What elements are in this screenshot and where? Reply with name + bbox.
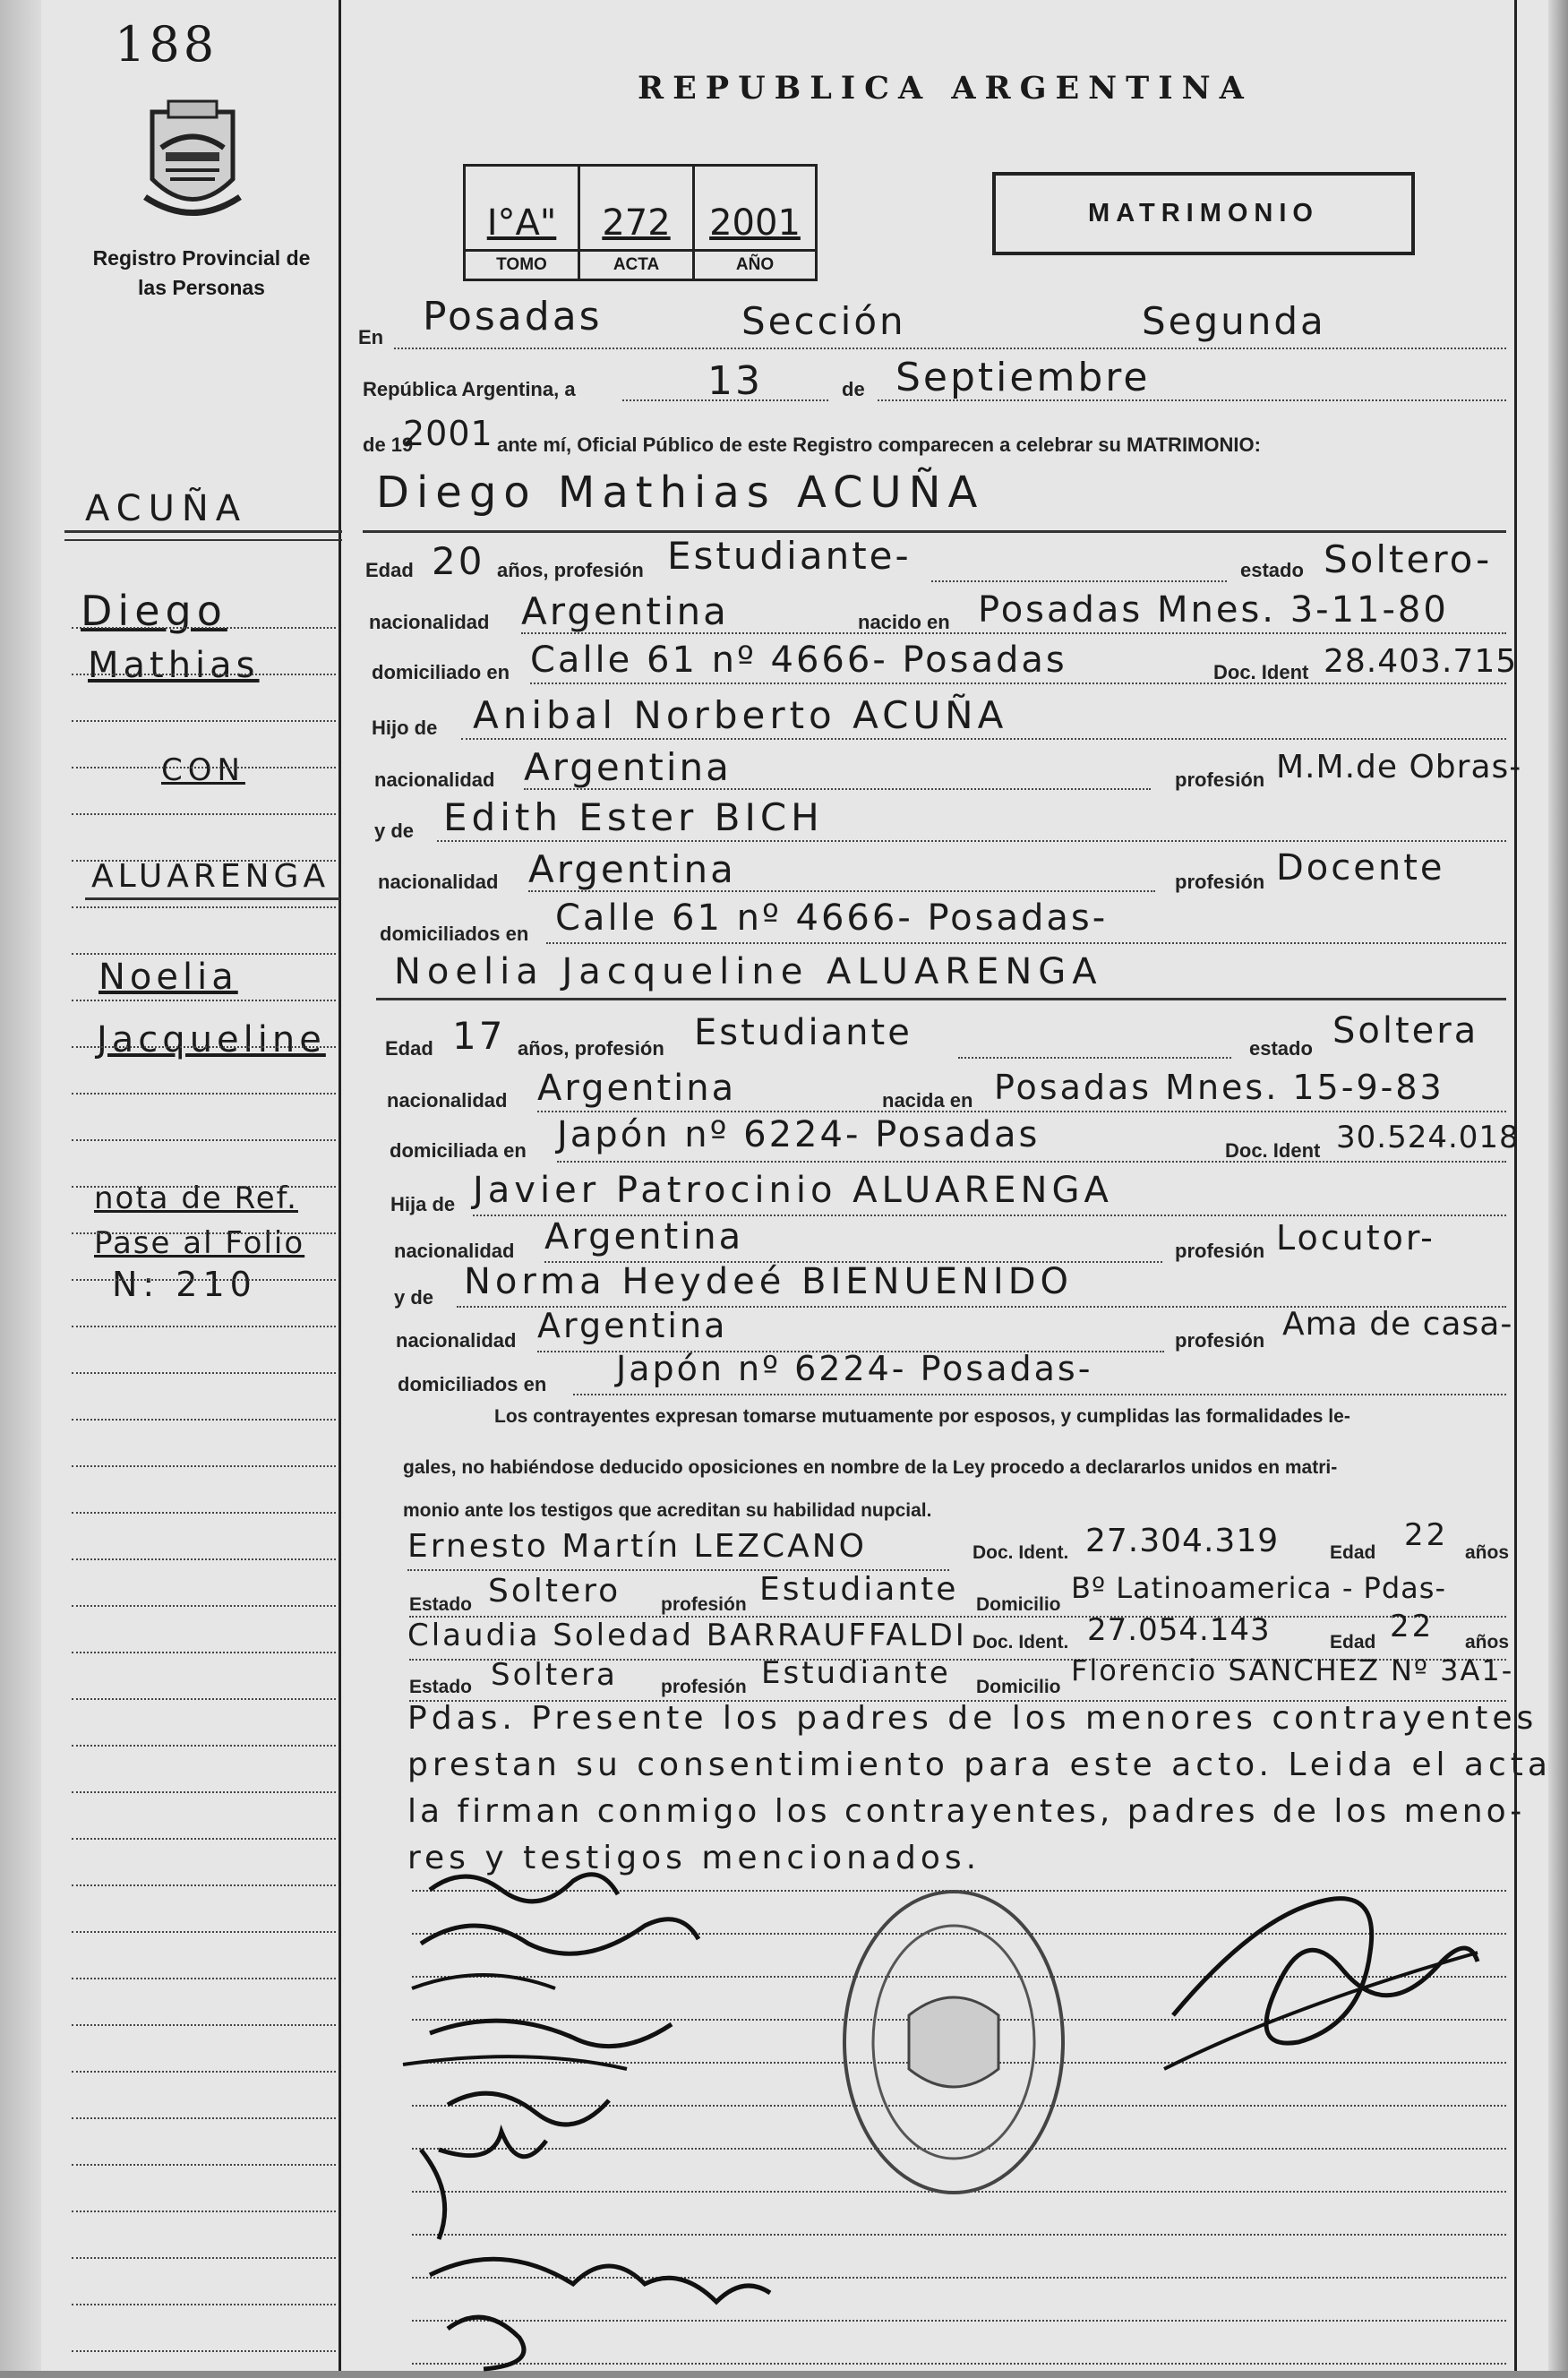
margin-ruled-line [72, 1372, 336, 1374]
margin-ruled-line [72, 1838, 336, 1840]
groom-mother-profession: Docente [1276, 847, 1445, 889]
bride-birthplace: Posadas Mnes. 15-9-83 [994, 1068, 1444, 1107]
right-rule [1514, 0, 1517, 2371]
margin-groom-given1: Diego [81, 587, 227, 635]
bride-father-profession: Locutor- [1276, 1218, 1435, 1258]
folio-number: 188 [115, 16, 218, 73]
label-nacida-en: nacida en [882, 1089, 973, 1112]
margin-ruled-line [72, 767, 336, 768]
ano-cell [695, 167, 815, 279]
margin-note-line1: nota de Ref. [94, 1180, 298, 1216]
margin-ruled-line [72, 1605, 336, 1607]
declaration-line3: monio ante los testigos que acreditan su habilidad nupcial. [403, 1500, 932, 1521]
bride-profession: Estudiante [694, 1012, 913, 1053]
ano-label: AÑO [695, 249, 815, 279]
witness2-age: 22 [1390, 1609, 1435, 1644]
notes-line4: res y testigos mencionados. [407, 1840, 981, 1876]
section-value: Segunda [1142, 299, 1326, 343]
field-line [461, 738, 1506, 740]
declaration-line2: gales, no habiéndose deducido oposiciones en nombre de la Ley procedo a declararlos unidos en matri- [403, 1457, 1338, 1478]
witness2-address: Florencio SANCHEZ Nº 3A1- [1071, 1653, 1514, 1687]
city-value: Posadas [423, 294, 603, 339]
label-domiciliados-en: domiciliados en [398, 1373, 547, 1395]
witness1-doc: 27.304.319 [1085, 1523, 1280, 1559]
label-profesion: profesión [661, 1594, 747, 1615]
bride-father-nationality: Argentina [544, 1216, 744, 1258]
tomo-cell [466, 167, 580, 279]
label-nacido-en: nacido en [858, 611, 950, 633]
field-line [524, 788, 1151, 790]
witness1-address: Bº Latinoamerica - Pdas- [1071, 1571, 1446, 1605]
groom-father-profession: M.M.de Obras- [1276, 749, 1522, 786]
margin-groom-given2: Mathias [88, 645, 260, 686]
margin-ruled-line [72, 2117, 336, 2119]
bride-mother-nationality: Argentina [537, 1306, 728, 1345]
margin-underline [85, 897, 340, 900]
margin-ruled-line [72, 1652, 336, 1653]
notes-line1: Pdas. Presente los padres de los menores contrayentes [407, 1700, 1538, 1737]
bride-mother: Norma Heydeé BIENUENIDO [464, 1261, 1073, 1302]
margin-ruled-line [72, 1139, 336, 1141]
margin-ruled-line [72, 1279, 336, 1281]
witness2-profession: Estudiante [761, 1655, 951, 1691]
label-domiciliada-en: domiciliada en [390, 1139, 527, 1162]
label-nacionalidad: nacionalidad [387, 1089, 508, 1112]
groom-father-nationality: Argentina [524, 745, 732, 789]
label-en: En [358, 326, 384, 348]
witness1-profession: Estudiante [759, 1571, 959, 1608]
label-nacionalidad: nacionalidad [396, 1329, 517, 1352]
label-nacionalidad: nacionalidad [374, 768, 495, 791]
field-line [528, 890, 1155, 892]
label-hija-de: Hija de [390, 1193, 456, 1215]
bride-name-rule [376, 998, 1506, 1000]
margin-ruled-line [72, 1558, 336, 1560]
tomo-label: TOMO [466, 249, 578, 279]
margin-ruled-line [72, 1093, 336, 1095]
bride-father: Javier Patrocinio ALUARENGA [473, 1170, 1113, 1211]
label-estado: Estado [409, 1594, 473, 1615]
margin-ruled-line [72, 2164, 336, 2166]
margin-note-line2: Pase al Folio [94, 1225, 305, 1261]
intro-text: ante mí, Oficial Público de este Registro comparecen a celebrar su MATRIMONIO: [497, 434, 1261, 456]
margin-ruled-line [72, 1000, 336, 1001]
record-type-box: MATRIMONIO [992, 172, 1415, 255]
margin-connector: CON [161, 752, 245, 788]
label-edad: Edad [385, 1037, 433, 1060]
field-line [557, 1161, 1506, 1163]
declaration-line1: Los contrayentes expresan tomarse mutuamente por esposos, y cumplidas las formalidades le- [494, 1406, 1350, 1427]
groom-mother: Edith Ester BICH [443, 795, 824, 839]
margin-ruled-line [72, 1698, 336, 1700]
registry-stamp [837, 1881, 1070, 2208]
margin-ruled-line [72, 1745, 336, 1747]
day-value: 13 [707, 358, 763, 404]
label-profesion: profesión [661, 1677, 747, 1697]
label-nacionalidad: nacionalidad [378, 871, 499, 893]
margin-underline [64, 539, 342, 541]
label-doc-ident: Doc. Ident [1213, 661, 1309, 683]
notes-line2: prestan su consentimiento para este acto. Leida el acta [407, 1747, 1552, 1783]
groom-name-rule [363, 530, 1506, 533]
groom-doc: 28.403.715 [1324, 643, 1518, 680]
field-line [931, 580, 1227, 582]
bride-parents-address: Japón nº 6224- Posadas- [616, 1349, 1093, 1388]
acta-cell [580, 167, 695, 279]
margin-ruled-line [72, 1419, 336, 1421]
field-line [573, 1394, 1506, 1395]
label-nacionalidad: nacionalidad [394, 1240, 515, 1262]
margin-note-line3: N: 210 [112, 1265, 257, 1304]
witness1-age: 22 [1404, 1517, 1449, 1553]
margin-ruled-line [72, 1512, 336, 1514]
margin-ruled-line [72, 627, 336, 629]
groom-nationality: Argentina [521, 589, 729, 633]
margin-ruled-line [72, 1884, 336, 1886]
margin-ruled-line [72, 2071, 336, 2073]
country-heading: REPUBLICA ARGENTINA [638, 70, 1253, 107]
margin-ruled-line [72, 720, 336, 722]
label-doc-ident: Doc. Ident. [973, 1632, 1069, 1653]
year-value: 2001 [403, 414, 493, 453]
field-line [530, 682, 1506, 684]
label-anos-profesion: años, profesión [497, 559, 644, 581]
month-value: Septiembre [895, 355, 1151, 400]
margin-ruled-line [72, 2350, 336, 2352]
label-y-de: y de [374, 820, 415, 842]
label-profesion: profesión [1175, 871, 1265, 893]
label-profesion: profesión [1175, 1240, 1265, 1262]
margin-ruled-line [72, 1186, 336, 1188]
label-anos: años [1465, 1542, 1510, 1563]
label-de: de [842, 378, 865, 400]
groom-birthplace: Posadas Mnes. 3-11-80 [978, 589, 1449, 631]
label-edad: Edad [1330, 1542, 1376, 1563]
margin-ruled-line [72, 2211, 336, 2212]
signatures-column [394, 1854, 806, 2378]
label-domiciliado-en: domiciliado en [372, 661, 510, 683]
notes-line3: la firman conmigo los contrayentes, padres de los meno- [407, 1793, 1526, 1830]
witness2-doc: 27.054.143 [1087, 1612, 1271, 1648]
margin-ruled-line [72, 2304, 336, 2305]
label-edad: Edad [1330, 1632, 1376, 1653]
provincial-coat-of-arms-icon [134, 94, 251, 228]
page-edge [1548, 0, 1568, 2371]
bride-name: Noelia Jacqueline ALUARENGA [394, 951, 1103, 992]
margin-underline [64, 530, 342, 533]
tomo-value: I°A" [486, 202, 557, 244]
margin-ruled-line [72, 2024, 336, 2026]
margin-bride-given1: Noelia [99, 957, 238, 998]
acta-label: ACTA [580, 249, 692, 279]
witness1-name: Ernesto Martín LEZCANO [407, 1528, 868, 1565]
field-line [394, 348, 1506, 349]
label-doc-ident: Doc. Ident [1225, 1139, 1321, 1162]
label-anos-profesion: años, profesión [518, 1037, 664, 1060]
margin-ruled-line [72, 813, 336, 815]
groom-parents-address: Calle 61 nº 4666- Posadas- [555, 897, 1109, 939]
witness2-name: Claudia Soledad BARRAUFFALDI [407, 1618, 967, 1653]
label-profesion: profesión [1175, 1329, 1265, 1352]
groom-status: Soltero- [1324, 537, 1493, 581]
label-nacionalidad: nacionalidad [369, 611, 490, 633]
margin-ruled-line [72, 1046, 336, 1048]
label-anos: años [1465, 1632, 1510, 1653]
label-doc-ident: Doc. Ident. [973, 1542, 1069, 1563]
margin-ruled-line [72, 1326, 336, 1327]
label-estado: Estado [409, 1677, 473, 1697]
margin-ruled-line [72, 1978, 336, 1979]
bride-nationality: Argentina [537, 1068, 737, 1109]
ano-value: 2001 [709, 202, 801, 244]
field-line [546, 942, 1506, 944]
margin-ruled-line [72, 906, 336, 908]
label-de-19: de 19 [363, 434, 414, 456]
witness2-status: Soltera [491, 1657, 618, 1693]
margin-ruled-line [72, 1232, 336, 1234]
field-line [537, 1111, 1506, 1112]
margin-ruled-line [72, 860, 336, 862]
groom-address: Calle 61 nº 4666- Posadas [530, 640, 1067, 681]
groom-age: 20 [432, 539, 485, 583]
bride-doc: 30.524.018 [1336, 1120, 1520, 1155]
groom-name: Diego Mathias ACUÑA [376, 468, 985, 518]
margin-bride-surname: ALUARENGA [91, 858, 330, 895]
label-republica: República Argentina, a [363, 378, 576, 400]
label-edad: Edad [365, 559, 414, 581]
official-signature [1155, 1872, 1495, 2091]
margin-ruled-line [72, 1931, 336, 1933]
field-line [521, 632, 1506, 634]
field-line [958, 1057, 1231, 1059]
groom-profession: Estudiante- [667, 534, 912, 578]
section-word: Sección [741, 299, 906, 343]
page-binding [0, 0, 41, 2371]
label-estado: estado [1240, 559, 1304, 581]
acta-value: 272 [602, 202, 671, 244]
margin-ruled-line [72, 1791, 336, 1793]
label-hijo-de: Hijo de [372, 717, 438, 739]
label-domicilio: Domicilio [976, 1594, 1061, 1615]
field-line [437, 840, 1506, 842]
margin-rule [338, 0, 341, 2371]
registry-name: Registro Provincial de las Personas [92, 246, 311, 299]
label-estado: estado [1249, 1037, 1313, 1060]
label-domicilio: Domicilio [976, 1677, 1061, 1697]
witness1-status: Soltero [488, 1573, 621, 1610]
bride-status: Soltera [1332, 1010, 1479, 1052]
label-y-de: y de [394, 1286, 434, 1309]
bride-address: Japón nº 6224- Posadas [557, 1114, 1041, 1155]
margin-ruled-line [72, 2257, 336, 2259]
margin-ruled-line [72, 674, 336, 675]
margin-ruled-line [72, 953, 336, 955]
label-profesion: profesión [1175, 768, 1265, 791]
reference-table [463, 164, 818, 281]
groom-father: Anibal Norberto ACUÑA [473, 693, 1008, 737]
margin-ruled-line [72, 1465, 336, 1467]
bride-age: 17 [452, 1014, 506, 1058]
margin-bride-given2: Jacqueline [97, 1019, 326, 1060]
label-domiciliados-en: domiciliados en [380, 923, 529, 945]
groom-mother-nationality: Argentina [528, 847, 736, 891]
margin-groom-surname: ACUÑA [85, 488, 248, 529]
bride-mother-profession: Ama de casa- [1282, 1306, 1513, 1343]
